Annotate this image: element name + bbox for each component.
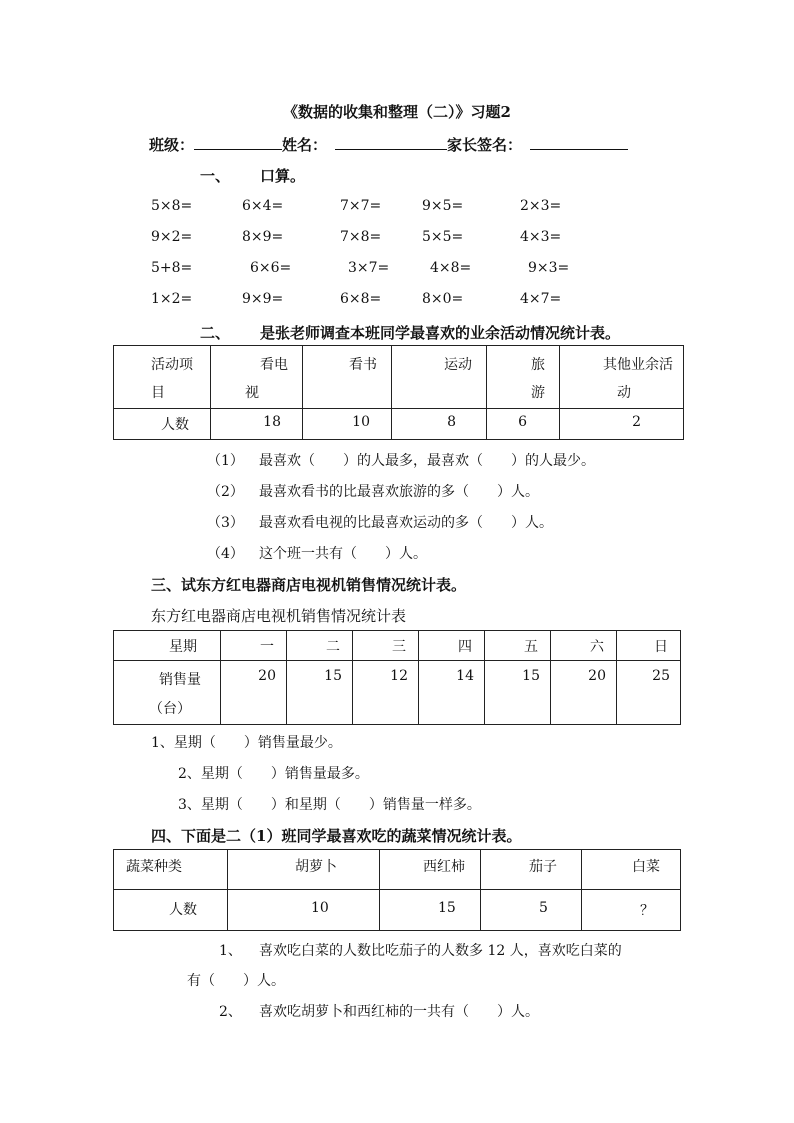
value-cell: 10 bbox=[228, 890, 380, 931]
question-number: （3） bbox=[207, 515, 244, 531]
calc-item: 9×3= bbox=[528, 260, 570, 276]
value-cell: 12 bbox=[353, 661, 419, 725]
tv-sales-table bbox=[113, 630, 681, 725]
page-title: 《数据的收集和整理（二）》习题2 bbox=[283, 103, 511, 121]
section3-heading: 三、试东方红电器商店电视机销售情况统计表。 bbox=[151, 576, 467, 594]
calc-item: 9×9= bbox=[242, 291, 284, 307]
question-text: 喜欢吃白菜的人数比吃茄子的人数多 12 人，喜欢吃白菜的 bbox=[259, 943, 622, 959]
header-cell: 看书 bbox=[303, 346, 392, 409]
value-cell: ？ bbox=[582, 890, 681, 931]
calc-item: 9×2= bbox=[151, 229, 193, 245]
calc-item: 8×9= bbox=[242, 229, 284, 245]
section1-heading: 口算。 bbox=[260, 167, 306, 185]
header-cell: 星期 bbox=[114, 631, 221, 661]
class-blank[interactable] bbox=[194, 134, 282, 150]
section4-heading: 四、下面是二（1）班同学最喜欢吃的蔬菜情况统计表。 bbox=[151, 827, 522, 845]
calc-item: 4×3= bbox=[520, 229, 562, 245]
value-cell: 15 bbox=[287, 661, 353, 725]
header-cell: 五 bbox=[485, 631, 551, 661]
calc-item: 2×3= bbox=[520, 198, 562, 214]
student-info-line bbox=[149, 134, 628, 155]
question-text: 喜欢吃胡萝卜和西红柿的一共有（ ）人。 bbox=[259, 1004, 539, 1020]
value-cell: 8 bbox=[392, 409, 487, 440]
header-cell: 运动 bbox=[392, 346, 487, 409]
header-cell: 其他业余活 动 bbox=[560, 346, 684, 409]
header-cell: 西红柿 bbox=[380, 850, 481, 890]
activity-table bbox=[113, 345, 684, 440]
calc-item: 1×2= bbox=[151, 291, 193, 307]
question-text-continued: 有（ ）人。 bbox=[187, 973, 285, 989]
row-label: 人数 bbox=[114, 890, 228, 931]
calc-item: 3×7= bbox=[348, 260, 390, 276]
question-text: 2、星期（ ）销售量最多。 bbox=[178, 766, 369, 782]
section2-number: 二、 bbox=[200, 324, 231, 342]
question-number: （4） bbox=[207, 546, 244, 562]
value-cell: 18 bbox=[211, 409, 303, 440]
question-number: 1、 bbox=[219, 943, 242, 959]
question-number: 2、 bbox=[219, 1004, 242, 1020]
question-number: （2） bbox=[207, 484, 244, 500]
header-cell: 一 bbox=[221, 631, 287, 661]
question-text: 最喜欢（ ）的人最多，最喜欢（ ）的人最少。 bbox=[259, 453, 595, 469]
value-cell: 15 bbox=[380, 890, 481, 931]
table-caption: 东方红电器商店电视机销售情况统计表 bbox=[151, 607, 407, 625]
calc-item: 6×6= bbox=[250, 260, 292, 276]
parent-label: 家长签名： bbox=[447, 136, 523, 154]
class-label: 班级： bbox=[149, 136, 195, 154]
header-cell: 活动项 目 bbox=[114, 346, 211, 409]
parent-signature-blank[interactable] bbox=[530, 134, 628, 150]
header-cell: 日 bbox=[617, 631, 681, 661]
value-cell: 20 bbox=[221, 661, 287, 725]
name-label: 姓名： bbox=[282, 136, 328, 154]
header-cell: 三 bbox=[353, 631, 419, 661]
calc-item: 4×8= bbox=[430, 260, 472, 276]
header-cell: 蔬菜种类 bbox=[114, 850, 228, 890]
calc-item: 5×5= bbox=[422, 229, 464, 245]
value-cell: 5 bbox=[481, 890, 582, 931]
header-cell: 茄子 bbox=[481, 850, 582, 890]
row-label: 销售量 （台） bbox=[114, 661, 221, 725]
value-cell: 25 bbox=[617, 661, 681, 725]
calc-item: 6×8= bbox=[340, 291, 382, 307]
header-cell: 二 bbox=[287, 631, 353, 661]
value-cell: 20 bbox=[551, 661, 617, 725]
value-cell: 6 bbox=[487, 409, 560, 440]
value-cell: 2 bbox=[560, 409, 684, 440]
question-text: 这个班一共有（ ）人。 bbox=[259, 546, 427, 562]
header-cell: 六 bbox=[551, 631, 617, 661]
calc-item: 5×8= bbox=[151, 198, 193, 214]
value-cell: 15 bbox=[485, 661, 551, 725]
value-cell: 14 bbox=[419, 661, 485, 725]
question-number: （1） bbox=[207, 453, 244, 469]
header-cell: 旅 游 bbox=[487, 346, 560, 409]
calc-item: 7×8= bbox=[340, 229, 382, 245]
section1-number: 一、 bbox=[200, 167, 231, 185]
question-text: 最喜欢看书的比最喜欢旅游的多（ ）人。 bbox=[259, 484, 539, 500]
header-cell: 四 bbox=[419, 631, 485, 661]
calc-item: 9×5= bbox=[422, 198, 464, 214]
name-blank[interactable] bbox=[335, 134, 447, 150]
header-cell: 白菜 bbox=[582, 850, 681, 890]
calc-item: 8×0= bbox=[422, 291, 464, 307]
section2-heading: 是张老师调查本班同学最喜欢的业余活动情况统计表。 bbox=[260, 324, 621, 342]
question-text: 最喜欢看电视的比最喜欢运动的多（ ）人。 bbox=[259, 515, 553, 531]
header-cell: 看电 视 bbox=[211, 346, 303, 409]
vegetable-table bbox=[113, 849, 681, 931]
question-text: 3、星期（ ）和星期（ ）销售量一样多。 bbox=[178, 797, 481, 813]
question-text: 1、星期（ ）销售量最少。 bbox=[151, 735, 342, 751]
header-cell: 胡萝卜 bbox=[228, 850, 380, 890]
calc-item: 4×7= bbox=[520, 291, 562, 307]
calc-item: 5+8= bbox=[151, 260, 193, 276]
value-cell: 10 bbox=[303, 409, 392, 440]
calc-item: 6×4= bbox=[242, 198, 284, 214]
calc-item: 7×7= bbox=[340, 198, 382, 214]
row-label: 人数 bbox=[114, 409, 211, 440]
